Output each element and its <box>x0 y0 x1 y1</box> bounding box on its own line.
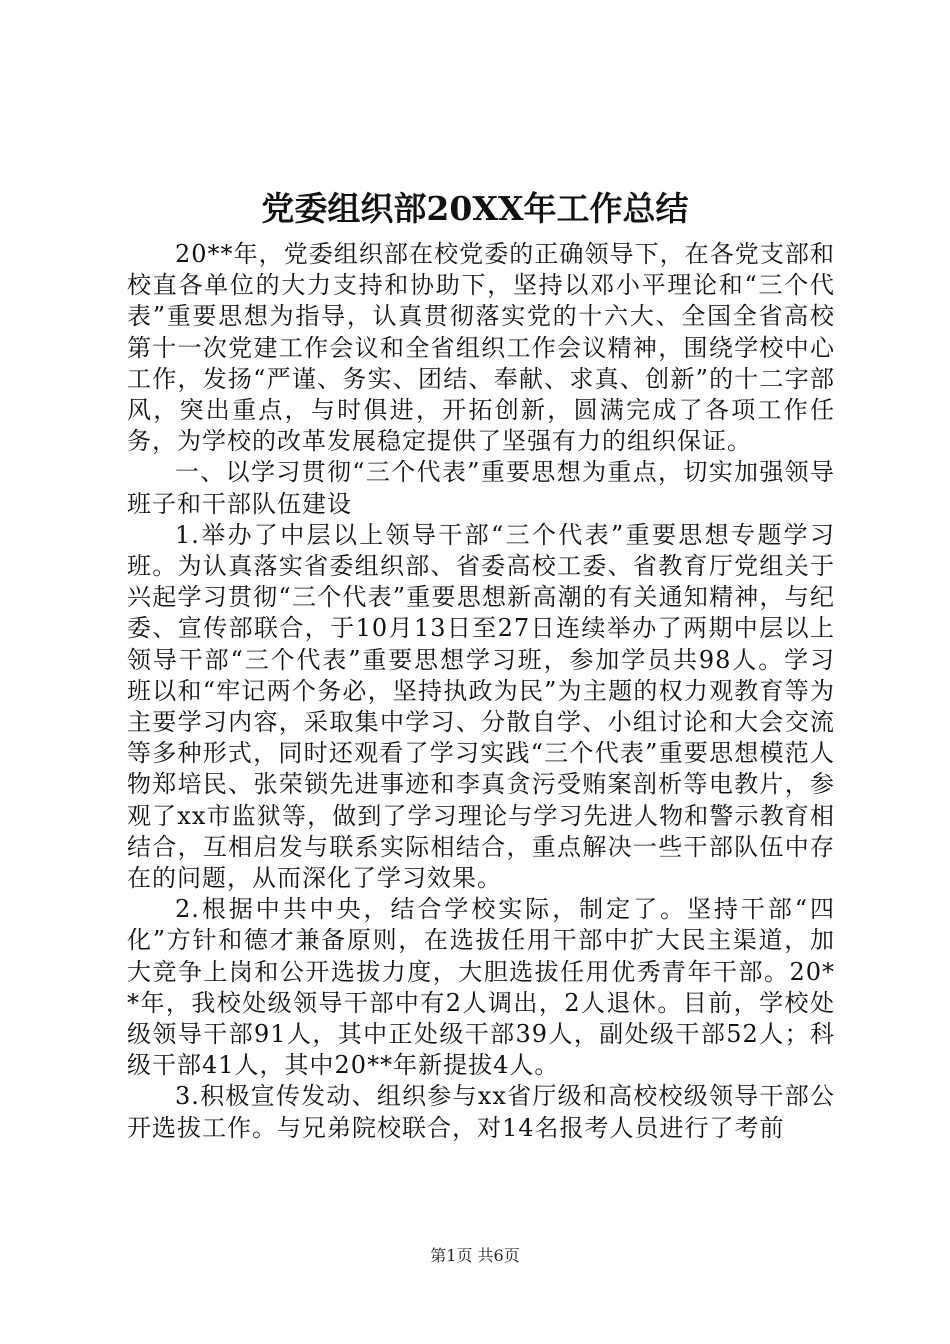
paragraph-item-2: 2.根据中共中央，结合学校实际，制定了。坚持干部“四化”方针和德才兼备原则，在选拔任用干部中扩大民主渠道，加大竞争上岗和公开选拔力度，大胆选拔任用优秀青年干部。20**年，我校处级领导干部中有2人调出，2人退休。目前，学校处级领导干部91人，其中正处级干部39人，副处级干部52人；科级干部41人，其中20**年新提拔4人。 <box>127 895 835 1080</box>
paragraph-item-3: 3.积极宣传发动、组织参与xx省厅级和高校校级领导干部公开选拔工作。与兄弟院校联合，对14名报考人员进行了考前 <box>127 1082 835 1142</box>
document-title: 党委组织部20XX年工作总结 <box>261 189 689 228</box>
paragraph-section-heading-1: 一、以学习贯彻“三个代表”重要思想为重点，切实加强领导班子和干部队伍建设 <box>127 458 835 518</box>
paragraph-intro: 20**年，党委组织部在校党委的正确领导下，在各党支部和校直各单位的大力支持和协助下，坚持以邓小平理论和“三个代表”重要思想为指导，认真贯彻落实党的十六大、全国全省高校第十一次党建工作会议和全省组织工作会议精神，围绕学校中心工作，发扬“严谨、务实、团结、奉献、求真、创新”的十二字部风，突出重点，与时俱进，开拓创新，圆满完成了各项工作任务，为学校的改革发展稳定提供了坚强有力的组织保证。 <box>127 240 835 456</box>
page-number-footer: 第1页 共6页 <box>430 1246 520 1265</box>
document-body <box>127 239 835 1144</box>
paragraph-item-1: 1.举办了中层以上领导干部“三个代表”重要思想专题学习班。为认真落实省委组织部、省委高校工委、省教育厅党组关于兴起学习贯彻“三个代表”重要思想新高潮的有关通知精神，与纪委、宣传部联合，于10月13日至27日连续举办了两期中层以上领导干部“三个代表”重要思想学习班，参加学员共98人。学习班以和“牢记两个务必，坚持执政为民”为主题的权力观教育等为主要学习内容，采取集中学习、分散自学、小组讨论和大会交流等多种形式，同时还观看了学习实践“三个代表”重要思想模范人物郑培民、张荣锁先进事迹和李真贪污受贿案剖析等电教片，参观了xx市监狱等，做到了学习理论与学习先进人物和警示教育相结合，互相启发与联系实际相结合，重点解决一些干部队伍中存在的问题，从而深化了学习效果。 <box>127 520 835 893</box>
